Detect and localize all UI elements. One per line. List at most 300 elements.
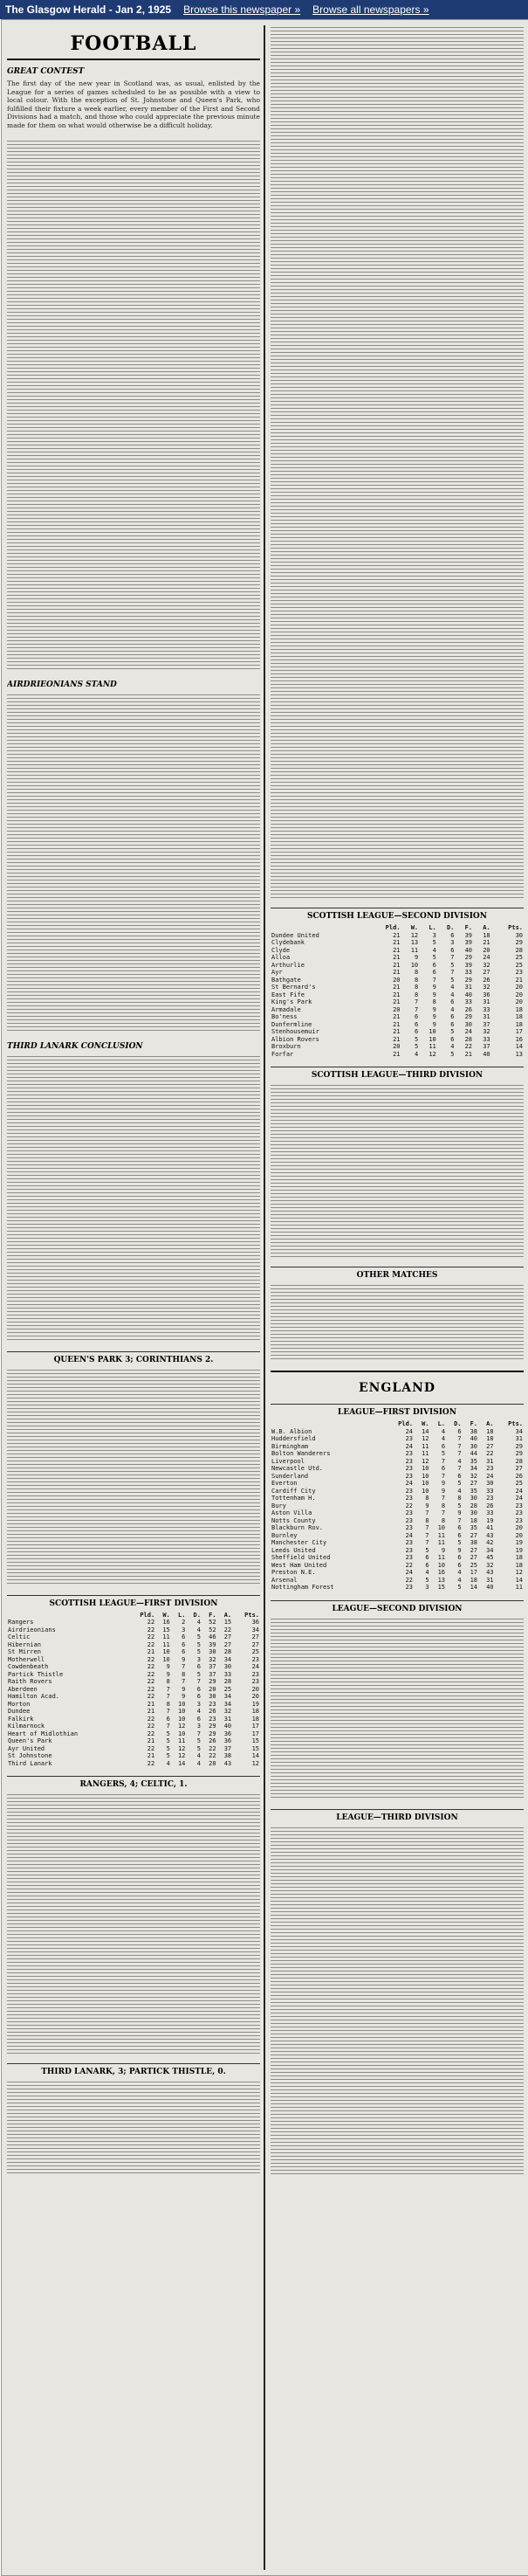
table-cell: 34	[223, 1700, 232, 1708]
table-header-cell: D.	[446, 924, 455, 931]
table-row	[271, 1524, 524, 1532]
table-cell: 26	[464, 1005, 473, 1013]
table-cell: 37	[223, 1744, 232, 1752]
table-row	[7, 1716, 260, 1723]
table-row	[7, 1723, 260, 1730]
table-cell: 9	[182, 1693, 186, 1701]
table-cell: 7	[457, 1465, 462, 1472]
table-cell: Manchester City	[271, 1539, 327, 1546]
table-cell: 5	[457, 1584, 462, 1591]
table-row	[271, 1562, 524, 1570]
table-cell: 4	[196, 1752, 201, 1760]
table-cell: 25	[251, 1648, 259, 1656]
table-cell: 22	[209, 1752, 216, 1760]
table-cell: 25	[470, 1561, 478, 1569]
table-cell: Tottenham H.	[271, 1495, 316, 1502]
table-row	[7, 1730, 260, 1738]
table-cell: Huddersfield	[271, 1435, 316, 1442]
table-cell: 15	[251, 1744, 259, 1752]
table-cell: 6	[182, 1640, 186, 1648]
table-cell: 42	[486, 1539, 494, 1546]
table-cell: 10	[162, 1648, 170, 1656]
table-cell: Morton	[8, 1700, 31, 1708]
table-cell: 9	[441, 1487, 446, 1495]
table-cell: 34	[486, 1546, 494, 1554]
table-cell: Stenhousemuir	[271, 1028, 319, 1035]
table-cell: 18	[515, 1013, 523, 1020]
table-cell: Notts County	[271, 1516, 316, 1524]
table-cell: 5	[166, 1744, 170, 1752]
table-cell: Motherwell	[8, 1655, 45, 1663]
table-row	[271, 1028, 524, 1036]
table-cell: 39	[464, 939, 473, 946]
table-cell: 17	[470, 1569, 478, 1576]
table-cell: Hibernian	[8, 1640, 41, 1648]
table-cell: 4	[457, 1457, 462, 1465]
table-cell: 7	[196, 1730, 201, 1737]
table-row	[271, 1584, 524, 1592]
table-cell: 44	[470, 1450, 478, 1457]
table-cell: 5	[425, 1576, 429, 1584]
browse-all-newspapers-link[interactable]: Browse all newspapers »	[312, 3, 429, 16]
table-cell: 6	[425, 1561, 429, 1569]
table-cell: 8	[441, 1516, 446, 1524]
table-cell: 23	[405, 1509, 414, 1516]
table-header-cell: F.	[464, 924, 473, 931]
table-row	[271, 1021, 524, 1029]
article-text-block	[7, 693, 260, 1033]
table-cell: 27	[223, 1633, 232, 1641]
table-row	[271, 1502, 524, 1510]
table-cell: Clyde	[271, 946, 291, 954]
table-cell: 20	[515, 991, 523, 998]
table-cell: 6	[414, 1028, 419, 1035]
table-cell: 7	[166, 1723, 170, 1730]
table-cell: 8	[425, 1495, 429, 1502]
table-cell: Dundee	[8, 1708, 31, 1716]
table-cell: Aston Villa	[271, 1509, 312, 1516]
table-cell: 14	[515, 1043, 523, 1050]
table-cell: 23	[251, 1678, 259, 1686]
table-cell: 8	[414, 976, 419, 984]
match-report-block	[7, 1368, 260, 1586]
table-cell: 21	[393, 1028, 401, 1035]
table-cell: 24	[486, 1472, 494, 1480]
table-row	[271, 1450, 524, 1458]
table-cell: 40	[223, 1723, 232, 1730]
table-row	[271, 1495, 524, 1502]
table-row	[271, 1051, 524, 1059]
table-cell: Rangers	[8, 1619, 34, 1626]
table-cell: 8	[441, 1502, 446, 1509]
table-cell: Ayr United	[8, 1744, 45, 1752]
column-divider	[264, 25, 265, 2570]
third-division-heading: SCOTTISH LEAGUE—THIRD DIVISION	[271, 1067, 524, 1080]
table-cell: 3	[196, 1700, 201, 1708]
table-cell: 23	[251, 1670, 259, 1678]
table-cell: 43	[223, 1759, 232, 1767]
table-cell: 3	[196, 1655, 201, 1663]
table-row	[271, 1509, 524, 1517]
table-row	[271, 1532, 524, 1540]
eng-third-division-table-block	[271, 1826, 524, 2175]
table-cell: 5	[196, 1633, 201, 1641]
table-cell: Arsenal	[271, 1576, 298, 1584]
table-cell: 31	[483, 1013, 490, 1020]
table-cell: 23	[405, 1524, 414, 1531]
table-cell: 34	[223, 1693, 232, 1701]
table-cell: 40	[470, 1435, 478, 1442]
table-cell: 11	[429, 1043, 436, 1050]
table-cell: 14	[470, 1584, 478, 1591]
table-cell: Sunderland	[271, 1472, 309, 1480]
table-cell: 30	[486, 1480, 494, 1487]
table-cell: 34	[223, 1655, 232, 1663]
table-cell: 4	[196, 1619, 201, 1626]
table-cell: 7	[457, 1516, 462, 1524]
table-cell: 7	[414, 1005, 419, 1013]
eng-second-division-heading: LEAGUE—SECOND DIVISION	[271, 1600, 524, 1613]
table-cell: 31	[486, 1576, 494, 1584]
table-cell: 6	[414, 1020, 419, 1028]
table-row	[7, 1760, 260, 1768]
table-row	[271, 1488, 524, 1495]
table-cell: 12	[515, 1569, 523, 1576]
table-row	[271, 1428, 524, 1436]
table-row	[7, 1701, 260, 1709]
table-cell: 20	[515, 984, 523, 991]
table-row	[271, 1443, 524, 1451]
table-cell: 22	[405, 1576, 414, 1584]
table-cell: 25	[515, 961, 523, 969]
table-cell: Nottingham Forest	[271, 1584, 334, 1591]
table-row	[271, 954, 524, 962]
table-cell: 26	[209, 1737, 216, 1745]
table-cell: 30	[464, 1020, 473, 1028]
table-cell: Ayr	[271, 969, 283, 976]
table-cell: 10	[422, 1480, 429, 1487]
table-cell: 32	[470, 1472, 478, 1480]
table-cell: 7	[182, 1663, 186, 1671]
table-cell: 7	[182, 1678, 186, 1686]
table-cell: 9	[441, 1546, 446, 1554]
table-cell: 18	[470, 1576, 478, 1584]
table-cell: 5	[196, 1744, 201, 1752]
table-cell: 30	[515, 931, 523, 939]
table-cell: 23	[515, 1502, 523, 1509]
table-cell: 23	[405, 1457, 414, 1465]
table-cell: 16	[437, 1569, 446, 1576]
table-cell: 33	[486, 1487, 494, 1495]
table-cell: 20	[483, 946, 490, 954]
england-heading: ENGLAND	[358, 1381, 436, 1395]
table-cell: 5	[450, 976, 455, 984]
table-cell: 23	[515, 1509, 523, 1516]
table-cell: 21	[147, 1708, 155, 1716]
table-cell: 23	[405, 1584, 414, 1591]
table-cell: 15	[162, 1626, 170, 1633]
table-cell: Albion Rovers	[271, 1035, 319, 1043]
table-cell: 7	[441, 1472, 446, 1480]
table-cell: 40	[464, 991, 473, 998]
table-cell: 4	[450, 984, 455, 991]
table-cell: 4	[441, 1427, 446, 1435]
table-cell: 21	[464, 1050, 473, 1058]
table-cell: 11	[437, 1539, 446, 1546]
table-header-cell: L.	[177, 1611, 186, 1619]
table-cell: 22	[147, 1633, 155, 1641]
table-cell: 11	[177, 1737, 186, 1745]
table-cell: 23	[209, 1715, 216, 1723]
table-cell: Leeds United	[271, 1546, 316, 1554]
table-cell: 18	[515, 1005, 523, 1013]
table-cell: 22	[147, 1685, 155, 1693]
table-row	[271, 962, 524, 970]
table-cell: 18	[251, 1715, 259, 1723]
table-cell: West Ham United	[271, 1561, 327, 1569]
table-header-cell: W.	[162, 1611, 170, 1619]
table-cell: 15	[251, 1737, 259, 1745]
table-cell: 23	[251, 1655, 259, 1663]
table-row	[7, 1693, 260, 1701]
match-report-block	[7, 1792, 260, 2055]
table-cell: 6	[457, 1554, 462, 1561]
table-cell: 27	[470, 1546, 478, 1554]
table-cell: 24	[405, 1427, 414, 1435]
table-cell: 6	[457, 1472, 462, 1480]
table-header-cell: L.	[429, 924, 436, 931]
table-cell: 6	[432, 961, 436, 969]
table-row	[271, 932, 524, 940]
table-cell: 19	[515, 1546, 523, 1554]
table-cell: 13	[437, 1576, 446, 1584]
table-row	[271, 1547, 524, 1555]
table-cell: 18	[486, 1435, 494, 1442]
table-cell: 37	[483, 1043, 490, 1050]
table-cell: 11	[422, 1450, 429, 1457]
table-cell: 6	[166, 1715, 170, 1723]
table-cell: 3	[196, 1723, 201, 1730]
table-cell: 22	[147, 1670, 155, 1678]
table-cell: Hamilton Acad.	[8, 1693, 60, 1701]
table-cell: 11	[515, 1584, 523, 1591]
table-cell: 26	[483, 976, 490, 984]
table-row	[271, 1458, 524, 1466]
table-cell: 10	[410, 961, 419, 969]
table-cell: 7	[457, 1442, 462, 1450]
match-report-block	[7, 2080, 260, 2176]
table-cell: 22	[147, 1678, 155, 1686]
table-cell: 7	[425, 1531, 429, 1539]
table-cell: 10	[429, 1028, 436, 1035]
table-cell: 6	[196, 1685, 201, 1693]
table-cell: Queen's Park	[8, 1737, 52, 1745]
match-reports-block	[271, 25, 524, 899]
table-cell: 38	[470, 1539, 478, 1546]
table-cell: 11	[162, 1640, 170, 1648]
airdrie-subheading: AIRDRIEONIANS STAND	[7, 680, 117, 689]
table-cell: 21	[393, 954, 401, 961]
table-cell: 23	[405, 1465, 414, 1472]
table-cell: Arthurlie	[271, 961, 305, 969]
lead-paragraph: The first day of the new year in Scotland was, as usual, enlisted by the League for a series of games scheduled to be as possible with a view to local colour. With the exception of St. Johnstone and Queen's Park, who fulfilled their fixture a week earlier, every member of the First and Second Divisions had a match, and those who could appreciate the previous minute made for them on what would otherwise be a difficult holiday.	[7, 79, 260, 129]
table-cell: 33	[464, 998, 473, 1005]
table-cell: 9	[166, 1670, 170, 1678]
table-cell: 27	[515, 1465, 523, 1472]
table-cell: 30	[470, 1442, 478, 1450]
table-cell: 32	[483, 961, 490, 969]
table-cell: 28	[223, 1648, 232, 1656]
table-cell: 10	[162, 1655, 170, 1663]
table-cell: 14	[251, 1752, 259, 1760]
table-cell: 20	[209, 1759, 216, 1767]
table-cell: 23	[405, 1435, 414, 1442]
table-cell: 18	[483, 931, 490, 939]
table-cell: 5	[425, 1546, 429, 1554]
table-row	[7, 1678, 260, 1686]
table-cell: 10	[422, 1487, 429, 1495]
table-cell: 33	[483, 1035, 490, 1043]
table-cell: 21	[147, 1752, 155, 1760]
table-cell: 29	[209, 1730, 216, 1737]
table-header-cell: Pld.	[140, 1611, 155, 1619]
table-row	[271, 939, 524, 947]
table-row	[271, 1569, 524, 1577]
qp-corinthians-heading: QUEEN'S PARK 3; CORINTHIANS 2.	[7, 1351, 260, 1364]
table-cell: 27	[470, 1480, 478, 1487]
table-cell: 21	[393, 946, 401, 954]
table-cell: 27	[486, 1442, 494, 1450]
table-cell: 21	[147, 1648, 155, 1656]
table-cell: 52	[209, 1619, 216, 1626]
table-cell: Kilmarnock	[8, 1723, 45, 1730]
table-cell: 41	[486, 1524, 494, 1531]
table-cell: East Fife	[271, 991, 305, 998]
eng-first-division-table	[271, 1420, 524, 1592]
table-cell: Sheffield United	[271, 1554, 331, 1561]
table-cell: 7	[425, 1509, 429, 1516]
table-cell: 6	[457, 1524, 462, 1531]
table-header-cell: L.	[437, 1420, 446, 1427]
table-cell: 39	[464, 931, 473, 939]
table-cell: 5	[166, 1737, 170, 1745]
table-cell: 14	[422, 1427, 429, 1435]
table-cell: 6	[457, 1531, 462, 1539]
table-cell: Heart of Midlothian	[8, 1730, 79, 1737]
table-cell: 19	[251, 1700, 259, 1708]
table-cell: 20	[251, 1685, 259, 1693]
table-cell: 23	[405, 1546, 414, 1554]
table-cell: 10	[437, 1524, 446, 1531]
table-cell: 20	[251, 1693, 259, 1701]
table-cell: Bolton Wanderers	[271, 1450, 331, 1457]
table-cell: 6	[450, 1020, 455, 1028]
table-cell: Everton	[271, 1480, 298, 1487]
table-cell: 25	[515, 1480, 523, 1487]
table-cell: 34	[251, 1626, 259, 1633]
table-cell: 22	[147, 1730, 155, 1737]
table-row	[271, 1480, 524, 1488]
table-cell: 25	[515, 954, 523, 961]
table-row	[271, 991, 524, 999]
table-cell: 27	[223, 1640, 232, 1648]
table-cell: 22	[405, 1561, 414, 1569]
table-cell: 29	[209, 1678, 216, 1686]
table-cell: 9	[182, 1655, 186, 1663]
table-cell: 18	[486, 1427, 494, 1435]
table-cell: 6	[196, 1663, 201, 1671]
table-row	[7, 1708, 260, 1716]
table-cell: 13	[515, 1050, 523, 1058]
table-cell: 22	[147, 1693, 155, 1701]
table-cell: 4	[196, 1708, 201, 1716]
table-cell: 4	[450, 1005, 455, 1013]
table-cell: 5	[414, 1035, 419, 1043]
table-cell: 29	[209, 1723, 216, 1730]
table-cell: 5	[450, 1028, 455, 1035]
table-cell: 20	[515, 1531, 523, 1539]
table-cell: 23	[405, 1487, 414, 1495]
table-cell: 22	[405, 1502, 414, 1509]
eng-first-division-heading: LEAGUE—FIRST DIVISION	[271, 1404, 524, 1417]
table-cell: 7	[425, 1524, 429, 1531]
table-cell: 9	[441, 1480, 446, 1487]
table-cell: 28	[515, 1457, 523, 1465]
table-cell: Armadale	[271, 1005, 301, 1013]
table-cell: 12	[410, 931, 419, 939]
table-cell: 5	[166, 1752, 170, 1760]
table-cell: 9	[432, 1005, 436, 1013]
table-cell: 3	[182, 1626, 186, 1633]
table-cell: 20	[515, 1524, 523, 1531]
table-cell: 19	[515, 1539, 523, 1546]
table-cell: Dundee United	[271, 931, 319, 939]
table-cell: 6	[450, 946, 455, 954]
table-cell: 4	[450, 1043, 455, 1050]
lead-subheading: GREAT CONTEST	[7, 67, 85, 76]
table-row	[271, 1036, 524, 1044]
table-cell: 31	[486, 1457, 494, 1465]
rangers-celtic-heading: RANGERS, 4; CELTIC, 1.	[7, 1776, 260, 1789]
table-cell: 20	[209, 1685, 216, 1693]
table-cell: 27	[251, 1640, 259, 1648]
table-cell: 24	[515, 1495, 523, 1502]
publication-link[interactable]: The Glasgow Herald - Jan 2, 1925	[5, 3, 172, 16]
table-cell: 21	[393, 931, 401, 939]
table-cell: 12	[422, 1457, 429, 1465]
table-cell: 6	[414, 1013, 419, 1020]
table-cell: 21	[393, 1020, 401, 1028]
table-cell: 17	[515, 1028, 523, 1035]
table-cell: 32	[483, 984, 490, 991]
table-cell: 11	[410, 946, 419, 954]
table-cell: 24	[405, 1569, 414, 1576]
table-row	[7, 1656, 260, 1664]
table-cell: Blackburn Rov.	[271, 1524, 324, 1531]
table-cell: 5	[457, 1502, 462, 1509]
table-cell: 10	[177, 1700, 186, 1708]
table-cell: 8	[166, 1678, 170, 1686]
browse-newspaper-link[interactable]: Browse this newspaper »	[183, 3, 301, 16]
table-cell: 7	[166, 1693, 170, 1701]
table-cell: 30	[209, 1648, 216, 1656]
table-cell: 30	[209, 1693, 216, 1701]
table-cell: 4	[166, 1759, 170, 1767]
third-division-table-block	[271, 1083, 524, 1258]
table-cell: W.B. Albion	[271, 1427, 312, 1435]
table-cell: 6	[450, 931, 455, 939]
table-cell: 7	[196, 1678, 201, 1686]
